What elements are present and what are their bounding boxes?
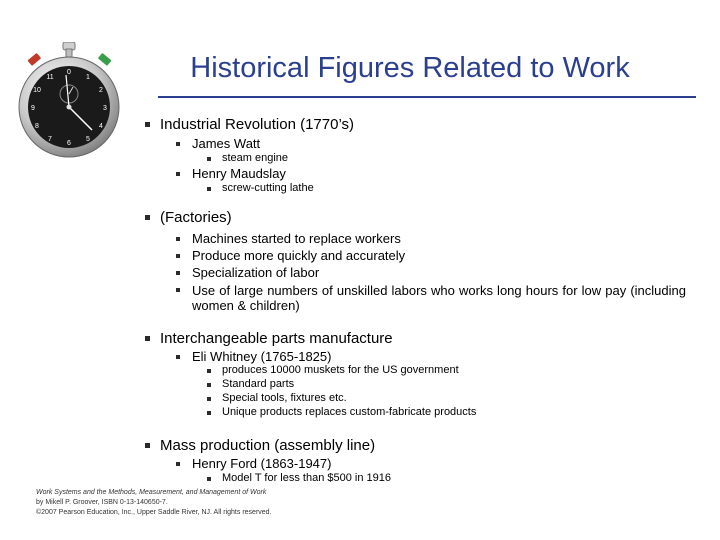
square-bullet (207, 397, 211, 401)
ford-detail: Model T for less than $500 in 1916 (222, 472, 391, 484)
section-heading-factories: (Factories) (160, 209, 232, 226)
svg-text:7: 7 (48, 136, 52, 143)
section-heading-mass-production: Mass production (assembly line) (160, 437, 376, 454)
whitney-detail: produces 10000 muskets for the US government (222, 364, 459, 376)
svg-text:9: 9 (31, 105, 35, 112)
svg-text:10: 10 (33, 87, 41, 94)
whitney-detail: Standard parts (222, 378, 295, 390)
square-bullet (176, 462, 180, 466)
whitney-detail: Unique products replaces custom-fabricate products (222, 406, 477, 418)
square-bullet (176, 237, 180, 241)
factory-point: Specialization of labor (192, 265, 320, 280)
square-bullet (176, 142, 180, 146)
person-eli-whitney: Eli Whitney (1765-1825) (192, 349, 332, 364)
factory-point: Produce more quickly and accurately (192, 248, 406, 263)
square-bullet (145, 122, 150, 127)
square-bullet (176, 271, 180, 275)
square-bullet (207, 369, 211, 373)
square-bullet (145, 215, 150, 220)
svg-text:6: 6 (67, 140, 71, 147)
person-henry-ford: Henry Ford (1863-1947) (192, 456, 332, 471)
copyright-footer (36, 488, 272, 518)
factory-point: Use of large numbers of unskilled labors who works long hours for low pay (including women & children) (192, 283, 686, 313)
square-bullet (176, 254, 180, 258)
svg-text:2: 2 (99, 87, 103, 94)
person-henry-maudslay: Henry Maudslay (192, 166, 286, 181)
square-bullet (207, 187, 211, 191)
stopwatch-icon (18, 42, 120, 160)
svg-text:11: 11 (46, 74, 54, 81)
square-bullet (176, 355, 180, 359)
svg-text:8: 8 (35, 123, 39, 130)
square-bullet (207, 157, 211, 161)
svg-text:4: 4 (99, 123, 103, 130)
svg-text:1: 1 (86, 74, 90, 81)
svg-text:0: 0 (67, 69, 71, 76)
section-heading-interchangeable-parts: Interchangeable parts manufacture (160, 330, 393, 347)
svg-text:5: 5 (86, 136, 90, 143)
section-heading-industrial-revolution: Industrial Revolution (1770’s) (160, 116, 354, 133)
person-james-watt: James Watt (192, 136, 261, 151)
footer-book-title: Work Systems and the Methods, Measurement, and Management of Work (36, 489, 267, 496)
whitney-detail: Special tools, fixtures etc. (222, 392, 347, 404)
square-bullet (145, 443, 150, 448)
square-bullet (176, 172, 180, 176)
square-bullet (207, 411, 211, 415)
square-bullet (145, 336, 150, 341)
square-bullet (207, 477, 211, 481)
invention-screw-cutting-lathe: screw-cutting lathe (222, 182, 314, 194)
invention-steam-engine: steam engine (222, 152, 289, 164)
square-bullet (176, 288, 180, 292)
svg-text:3: 3 (103, 105, 107, 112)
square-bullet (207, 383, 211, 387)
title-underline (158, 96, 696, 98)
slide-title: Historical Figures Related to Work (190, 52, 630, 84)
footer-author: by Mikell P. Groover, ISBN 0-13-140650-7. (36, 499, 168, 506)
footer-copyright: ©2007 Pearson Education, Inc., Upper Saddle River, NJ. All rights reserved. (36, 509, 272, 516)
factory-point: Machines started to replace workers (192, 231, 401, 246)
